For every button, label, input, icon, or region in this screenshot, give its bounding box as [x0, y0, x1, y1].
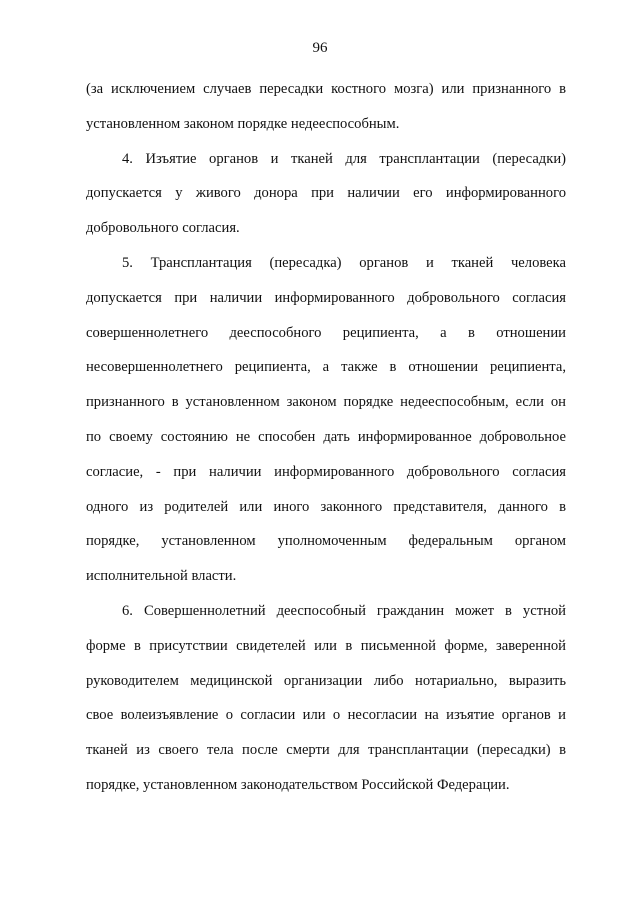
- text-line: одного из родителей или иного законного представителя, данного в: [86, 498, 566, 515]
- text-line: исполнительной власти.: [86, 568, 237, 585]
- text-line: допускается у живого донора при наличии его информированного: [86, 185, 566, 202]
- paragraph-item-5: [86, 246, 566, 594]
- text-line: по своему состоянию не способен дать информированное добровольное: [86, 428, 566, 445]
- paragraph-item-6: [86, 594, 566, 803]
- document-body: [86, 72, 566, 803]
- text-line: тканей из своего тела после смерти для трансплантации (пересадки) в: [86, 742, 566, 759]
- paragraph-continuation: [86, 72, 566, 142]
- text-line: добровольного согласия.: [86, 220, 240, 237]
- text-line: порядке, установленном законодательством Российской Федерации.: [86, 776, 510, 793]
- text-line: совершеннолетнего дееспособного реципиента, а в отношении: [86, 324, 566, 341]
- text-line: признанного в установленном законом порядке недееспособным, если он: [86, 394, 566, 411]
- text-line: 4. Изъятие органов и тканей для трансплантации (пересадки): [122, 150, 566, 167]
- page-number: 96: [312, 40, 328, 56]
- text-line: порядке, установленном уполномоченным федеральным органом: [86, 533, 566, 550]
- text-line: (за исключением случаев пересадки костного мозга) или признанного в: [86, 81, 566, 97]
- text-line: 5. Трансплантация (пересадка) органов и тканей человека: [122, 254, 566, 271]
- text-line: допускается при наличии информированного добровольного согласия: [86, 289, 566, 306]
- text-line: 6. Совершеннолетний дееспособный гражданин может в устной: [122, 602, 566, 619]
- text-line: несовершеннолетнего реципиента, а также в отношении реципиента,: [86, 359, 566, 376]
- text-line: руководителем медицинской организации либо нотариально, выразить: [86, 672, 566, 689]
- text-line: форме в присутствии свидетелей или в письменной форме, заверенной: [86, 637, 566, 654]
- text-line: установленном законом порядке недееспособным.: [86, 115, 400, 132]
- text-line: свое волеизъявление о согласии или о несогласии на изъятие органов и: [86, 707, 566, 724]
- paragraph-item-4: [86, 142, 566, 246]
- text-line: согласие, - при наличии информированного добровольного согласия: [86, 463, 566, 480]
